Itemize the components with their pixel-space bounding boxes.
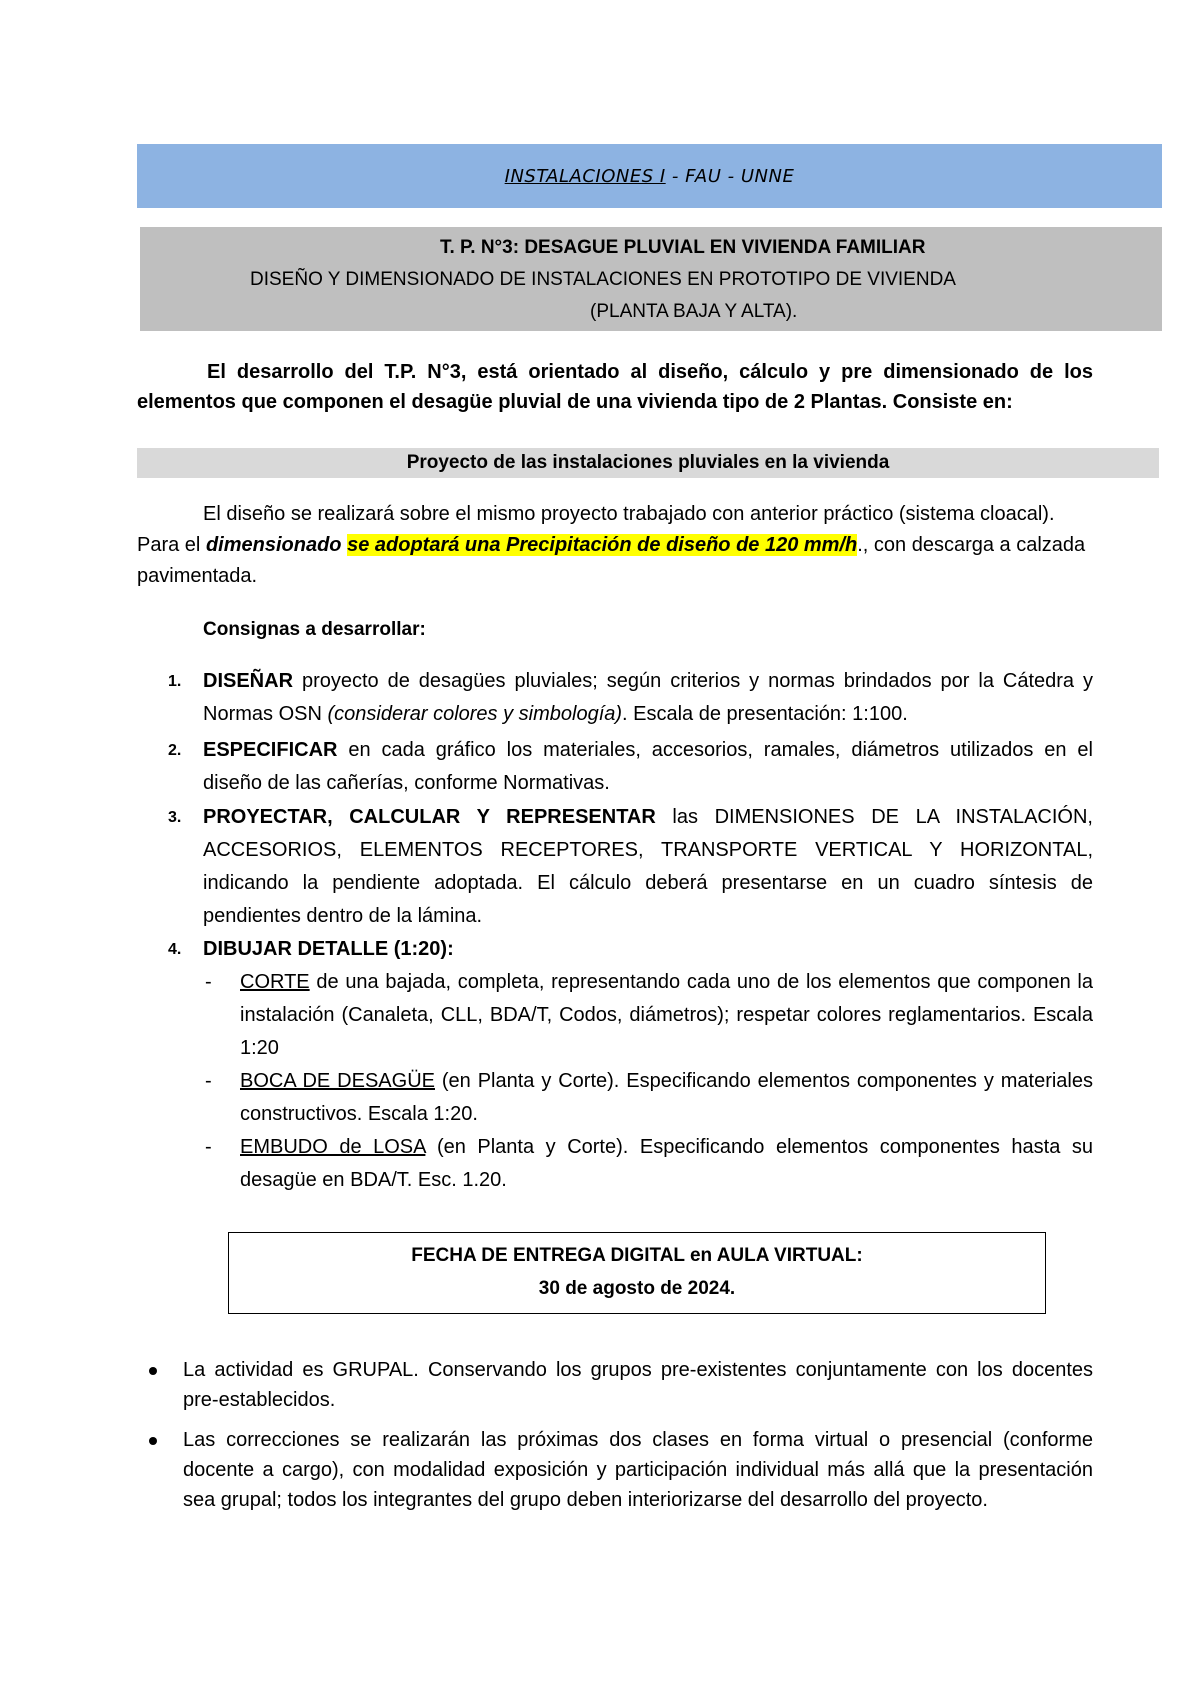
consignas-title: Consignas a desarrollar: <box>203 619 426 640</box>
list-item-text: en cada gráfico los materiales, accesorios, ramales, diámetros utilizados en el diseño de las cañerías, conforme Normativas. <box>203 739 1093 794</box>
precipitation-highlight: se adoptará una Precipitación de diseño de 120 mm/h <box>347 534 858 556</box>
sub-list-item <box>137 1065 1093 1131</box>
intro-paragraph <box>137 357 1093 417</box>
sub-list-keyword: BOCA DE DESAGÜE <box>240 1070 435 1092</box>
list-item <box>137 665 1093 731</box>
list-item-keyword: ESPECIFICAR <box>203 739 338 761</box>
course-title-underlined: INSTALACIONES I <box>504 165 666 187</box>
deadline-box <box>228 1232 1046 1314</box>
bullet-text: La actividad es GRUPAL. Conservando los grupos pre-existentes conjuntamente con los docentes pre-establecidos. <box>183 1359 1093 1411</box>
design-text-dimensionado: dimensionado <box>205 534 342 556</box>
bullet-icon <box>149 1367 157 1375</box>
list-item <box>137 933 1093 966</box>
sub-list-keyword: EMBUDO de LOSA <box>240 1136 426 1158</box>
bullet-item <box>137 1355 1093 1415</box>
deadline-label: FECHA DE ENTREGA DIGITAL en AULA VIRTUAL: <box>411 1245 863 1266</box>
list-item <box>137 734 1093 800</box>
bullet-item <box>137 1425 1093 1515</box>
section-title: Proyecto de las instalaciones pluviales en la vivienda <box>406 452 890 473</box>
list-item-text-2: . Escala de presentación: 1:100. <box>622 703 908 725</box>
sub-list-keyword: CORTE <box>240 971 310 993</box>
tp-title-banner <box>140 227 1162 331</box>
sub-list-dash: - <box>205 971 212 993</box>
sub-list-text: de una bajada, completa, representando cada uno de los elementos que componen la instalación (Canaleta, CLL, BDA/T, Codos, diámetros); respetar colores reglamentarios. Escala 1:20 <box>240 971 1093 1059</box>
design-text-1: El diseño se realizará sobre el mismo proyecto trabajado con anterior práctico (sistema cloacal). Para el <box>137 503 1055 556</box>
sub-list-dash: - <box>205 1070 212 1092</box>
tp-subtitle: DISEÑO Y DIMENSIONADO DE INSTALACIONES EN PROTOTIPO DE VIVIENDA <box>250 269 956 290</box>
sub-list-dash: - <box>205 1136 212 1158</box>
bullet-text: Las correcciones se realizarán las próximas dos clases en forma virtual o presencial (conforme docente a cargo), con modalidad exposición y participación individual más allá que la presentación sea grupal; todos los integrantes del grupo deben interiorizarse del desarrollo del proyecto. <box>183 1429 1093 1511</box>
tp-title: T. P. N°3: DESAGUE PLUVIAL EN VIVIENDA FAMILIAR <box>440 237 926 258</box>
consignas-list <box>137 665 1093 1197</box>
tp-subtitle-2: (PLANTA BAJA Y ALTA). <box>590 301 798 322</box>
list-item-number: 1. <box>168 673 182 690</box>
notes-bullet-list <box>137 1355 1093 1525</box>
list-item-number: 3. <box>168 809 182 826</box>
course-title <box>505 166 795 187</box>
sub-list-item <box>137 966 1093 1065</box>
design-text-2: ., con descarga a calzada pavimentada. <box>137 534 1086 587</box>
list-item-italic: (considerar colores y simbología) <box>327 703 623 725</box>
list-item <box>137 801 1093 933</box>
intro-text: El desarrollo del T.P. N°3, está orientado al diseño, cálculo y pre dimensionado de los elementos que componen el desagüe pluvial de una vivienda tipo de 2 Plantas. Consiste en: <box>137 361 1093 413</box>
list-item-number: 2. <box>168 742 182 759</box>
list-item-keyword: DIBUJAR DETALLE (1:20): <box>203 938 454 960</box>
course-title-rest: - FAU - UNNE <box>665 165 795 187</box>
sub-list-text: (en Planta y Corte). Especificando elementos componentes y materiales constructivos. Escala 1:20. <box>240 1070 1093 1125</box>
list-item-text: las DIMENSIONES DE LA INSTALACIÓN, ACCESORIOS, ELEMENTOS RECEPTORES, TRANSPORTE VERTICAL Y HORIZONTAL, indicando la pendiente adoptada. El cálculo deberá presentarse en un cuadro síntesis de pendientes dentro de la lámina. <box>203 806 1093 927</box>
list-item-keyword: DISEÑAR <box>203 670 294 692</box>
list-item-text: proyecto de desagües pluviales; según criterios y normas brindados por la Cátedra y Normas OSN <box>203 670 1093 725</box>
list-item-number: 4. <box>168 941 182 958</box>
deadline-date: 30 de agosto de 2024. <box>538 1278 736 1299</box>
design-paragraph <box>137 499 1093 592</box>
sub-list-text: (en Planta y Corte). Especificando elementos componentes hasta su desagüe en BDA/T. Esc. 1.20. <box>240 1136 1093 1191</box>
bullet-icon <box>149 1437 157 1445</box>
section-title-bar <box>137 448 1159 478</box>
sub-list-item <box>137 1131 1093 1197</box>
course-header-banner <box>137 144 1162 208</box>
list-item-keyword: PROYECTAR, CALCULAR Y REPRESENTAR <box>203 806 656 828</box>
